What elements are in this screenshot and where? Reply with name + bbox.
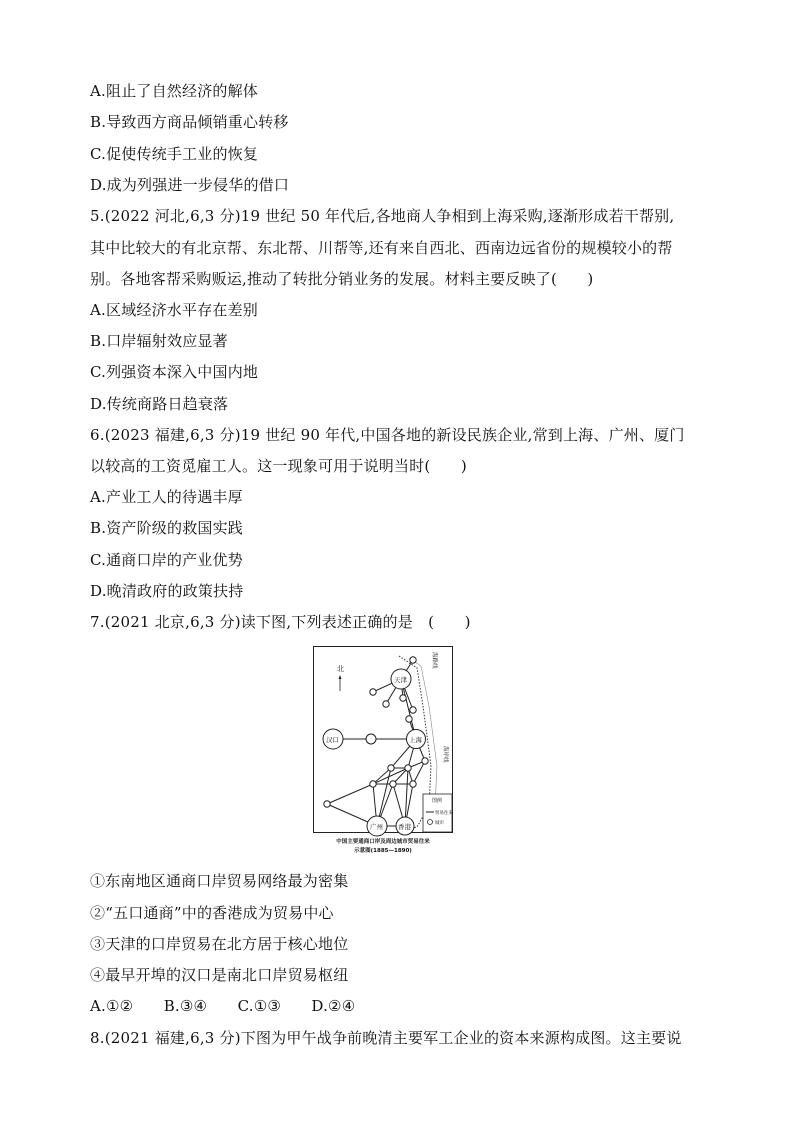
- north-arrow-head-icon: [339, 675, 342, 679]
- q5-stem-line-2: 其中比较大的有北京帮、东北帮、川帮等,还有来自西北、西南边远省份的规模较小的帮: [90, 239, 673, 257]
- city-shanghai: [407, 730, 426, 749]
- q6-option-c: C.通商口岸的产业优势: [90, 551, 243, 569]
- svg-text:汉口: 汉口: [326, 736, 339, 744]
- map-caption-line-2: 示意图(1885—1890): [354, 848, 412, 854]
- svg-text:天津: 天津: [394, 676, 407, 684]
- city-tianjin: [391, 669, 411, 689]
- trade-map-figure: [313, 646, 453, 856]
- city-guangzhou: [367, 816, 387, 836]
- q5-option-c: C.列强资本深入中国内地: [90, 363, 259, 381]
- q7-stem: 7.(2021 北京,6,3 分)读下图,下列表述正确的是 ( ): [90, 613, 471, 631]
- q4-option-b: B.导致西方商品倾销重心转移: [90, 113, 289, 131]
- city-hongkong: [396, 817, 414, 835]
- q7-statement-3: ③天津的口岸贸易在北方居于核心地位: [90, 935, 349, 953]
- q6-option-d: D.晚清政府的政策扶持: [90, 582, 244, 600]
- q5-option-d: D.传统商路日趋衰落: [90, 395, 229, 413]
- q5-option-b: B.口岸辐射效应显著: [90, 332, 228, 350]
- q4-option-a: A.阻止了自然经济的解体: [90, 82, 259, 100]
- city-hankou: [323, 729, 343, 749]
- q6-option-b: B.资产阶级的救国实践: [90, 519, 243, 537]
- svg-text:上海: 上海: [409, 736, 422, 744]
- q7-statement-4: ④最早开埠的汉口是南北口岸贸易枢纽: [90, 966, 349, 984]
- q7-statement-2: ②“五口通商”中的香港成为贸易中心: [90, 904, 334, 922]
- svg-text:香港: 香港: [398, 823, 411, 831]
- q6-stem-line-2: 以较高的工资觅雇工人。这一现象可用于说明当时( ): [90, 457, 467, 475]
- q4-option-d: D.成为列强进一步侵华的借口: [90, 176, 290, 194]
- svg-text:广州: 广州: [370, 823, 383, 831]
- q6-stem-line-1: 6.(2023 福建,6,3 分)19 世纪 90 年代,中国各地的新设民族企业,常到上海、广州、厦门: [90, 426, 685, 444]
- route-label-coast: 海岸线: [442, 746, 448, 763]
- legend-city-label: 城市: [435, 821, 444, 826]
- map-caption-line-1: 中国主要通商口岸及周边城市贸易往来: [336, 839, 430, 845]
- q5-stem-line-1: 5.(2022 河北,6,3 分)19 世纪 50 年代后,各地商人争相到上海采购,逐渐形成若干帮别,: [90, 207, 675, 225]
- trade-map: [313, 646, 453, 856]
- legend-trade-label: 贸易往来: [435, 811, 453, 816]
- q7-statement-1: ①东南地区通商口岸贸易网络最为密集: [90, 872, 349, 890]
- q5-stem-line-3: 别。各地客帮采购贩运,推动了转批分销业务的发展。材料主要反映了( ): [90, 270, 594, 288]
- legend-title: 图例: [432, 798, 443, 804]
- legend-circle-icon: [428, 820, 433, 825]
- q5-option-a: A.区域经济水平存在差别: [90, 301, 259, 319]
- q6-option-a: A.产业工人的待遇丰厚: [90, 488, 243, 506]
- q7-options: A.①② B.③④ C.①③ D.②④: [90, 997, 356, 1015]
- q4-option-c: C.促使传统手工业的恢复: [90, 145, 259, 163]
- north-label: 北: [337, 665, 344, 673]
- route-label-sea: 海路线: [431, 652, 437, 669]
- q8-stem: 8.(2021 福建,6,3 分)下图为甲午战争前晚清主要军工企业的资本来源构成图。这主要说: [90, 1029, 682, 1047]
